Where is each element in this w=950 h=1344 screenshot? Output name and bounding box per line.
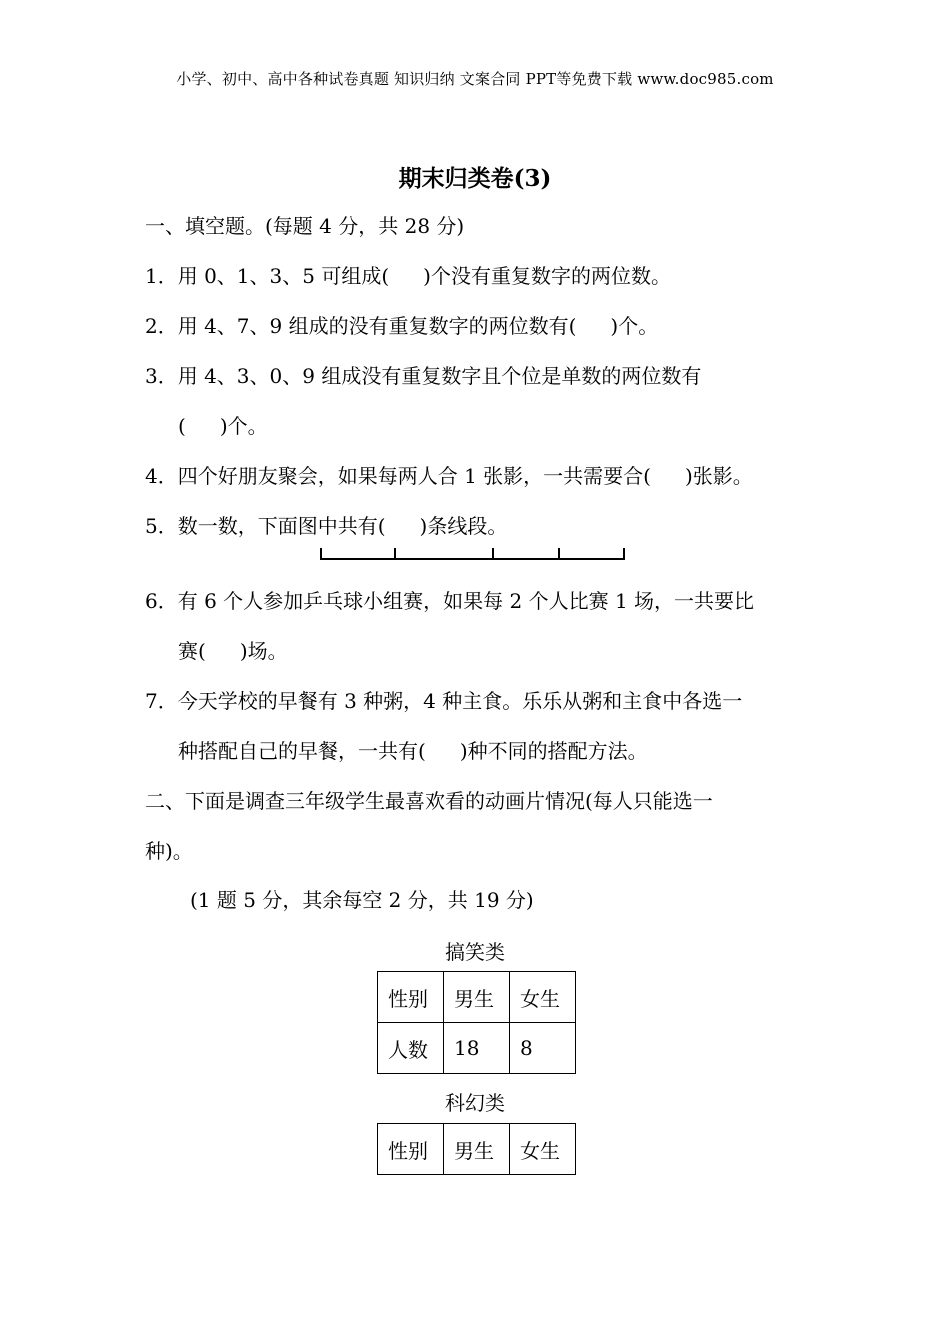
table-cell: 女生	[510, 972, 576, 1023]
question-3-text-b: )个。	[219, 414, 268, 438]
question-5	[145, 512, 507, 540]
section2-heading-line1: 二、下面是调查三年级学生最喜欢看的动画片情况(每人只能选一	[145, 789, 713, 813]
question-1-text-b: )个没有重复数字的两位数。	[423, 264, 671, 288]
question-4-text-a: 4．四个好朋友聚会，如果每两人合 1 张影，一共需要合(	[145, 464, 651, 488]
question-3-text-a: (	[178, 414, 186, 438]
table-row	[378, 1124, 576, 1175]
question-3-line1: 3．用 4、3、0、9 组成没有重复数字且个位是单数的两位数有	[145, 364, 702, 388]
question-6-line1: 6．有 6 个人参加乒乓球小组赛，如果每 2 个人比赛 1 场，一共要比	[145, 589, 755, 613]
table-cell: 男生	[444, 972, 510, 1023]
question-2-text-b: )个。	[610, 314, 659, 338]
table2-caption: 科幻类	[445, 1091, 505, 1115]
page-title: 期末归类卷(3)	[398, 165, 552, 192]
table1-caption: 搞笑类	[445, 940, 505, 964]
question-7-text-a: 种搭配自己的早餐，一共有(	[178, 739, 426, 763]
question-7-line1: 7．今天学校的早餐有 3 种粥，4 种主食。乐乐从粥和主食中各选一	[145, 689, 743, 713]
question-4	[145, 462, 753, 490]
question-1-text-a: 1．用 0、1、3、5 可组成(	[145, 264, 390, 288]
section2-heading-line2: 种)。	[145, 839, 193, 863]
table-cell: 性别	[378, 1124, 444, 1175]
line-segment-diagram	[318, 545, 630, 565]
question-7-text-b: )种不同的搭配方法。	[459, 739, 648, 763]
question-3-line2	[178, 412, 268, 440]
question-2	[145, 312, 658, 340]
question-5-text-b: )条线段。	[419, 514, 508, 538]
page-header: 小学、初中、高中各种试卷真题 知识归纳 文案合同 PPT等免费下载 www.doc985.com	[176, 70, 774, 88]
question-6-text-a: 赛(	[178, 639, 206, 663]
question-2-text-a: 2．用 4、7、9 组成的没有重复数字的两位数有(	[145, 314, 577, 338]
section1-heading: 一、填空题。(每题 4 分，共 28 分)	[145, 214, 465, 238]
question-5-text-a: 5．数一数，下面图中共有(	[145, 514, 386, 538]
question-1	[145, 262, 671, 290]
table-cell: 性别	[378, 972, 444, 1023]
table-row	[378, 1023, 576, 1074]
question-4-text-b: )张影。	[684, 464, 753, 488]
table-cell: 人数	[378, 1023, 444, 1074]
question-7-line2	[178, 737, 648, 765]
scifi-table	[377, 1123, 576, 1175]
question-6-line2	[178, 637, 288, 665]
comedy-table	[377, 971, 576, 1074]
table-row	[378, 972, 576, 1023]
table-cell: 男生	[444, 1124, 510, 1175]
question-6-text-b: )场。	[239, 639, 288, 663]
table-cell: 女生	[510, 1124, 576, 1175]
table-cell: 18	[444, 1023, 510, 1074]
section2-scoring: (1 题 5 分，其余每空 2 分，共 19 分)	[190, 888, 534, 912]
table-cell: 8	[510, 1023, 576, 1074]
